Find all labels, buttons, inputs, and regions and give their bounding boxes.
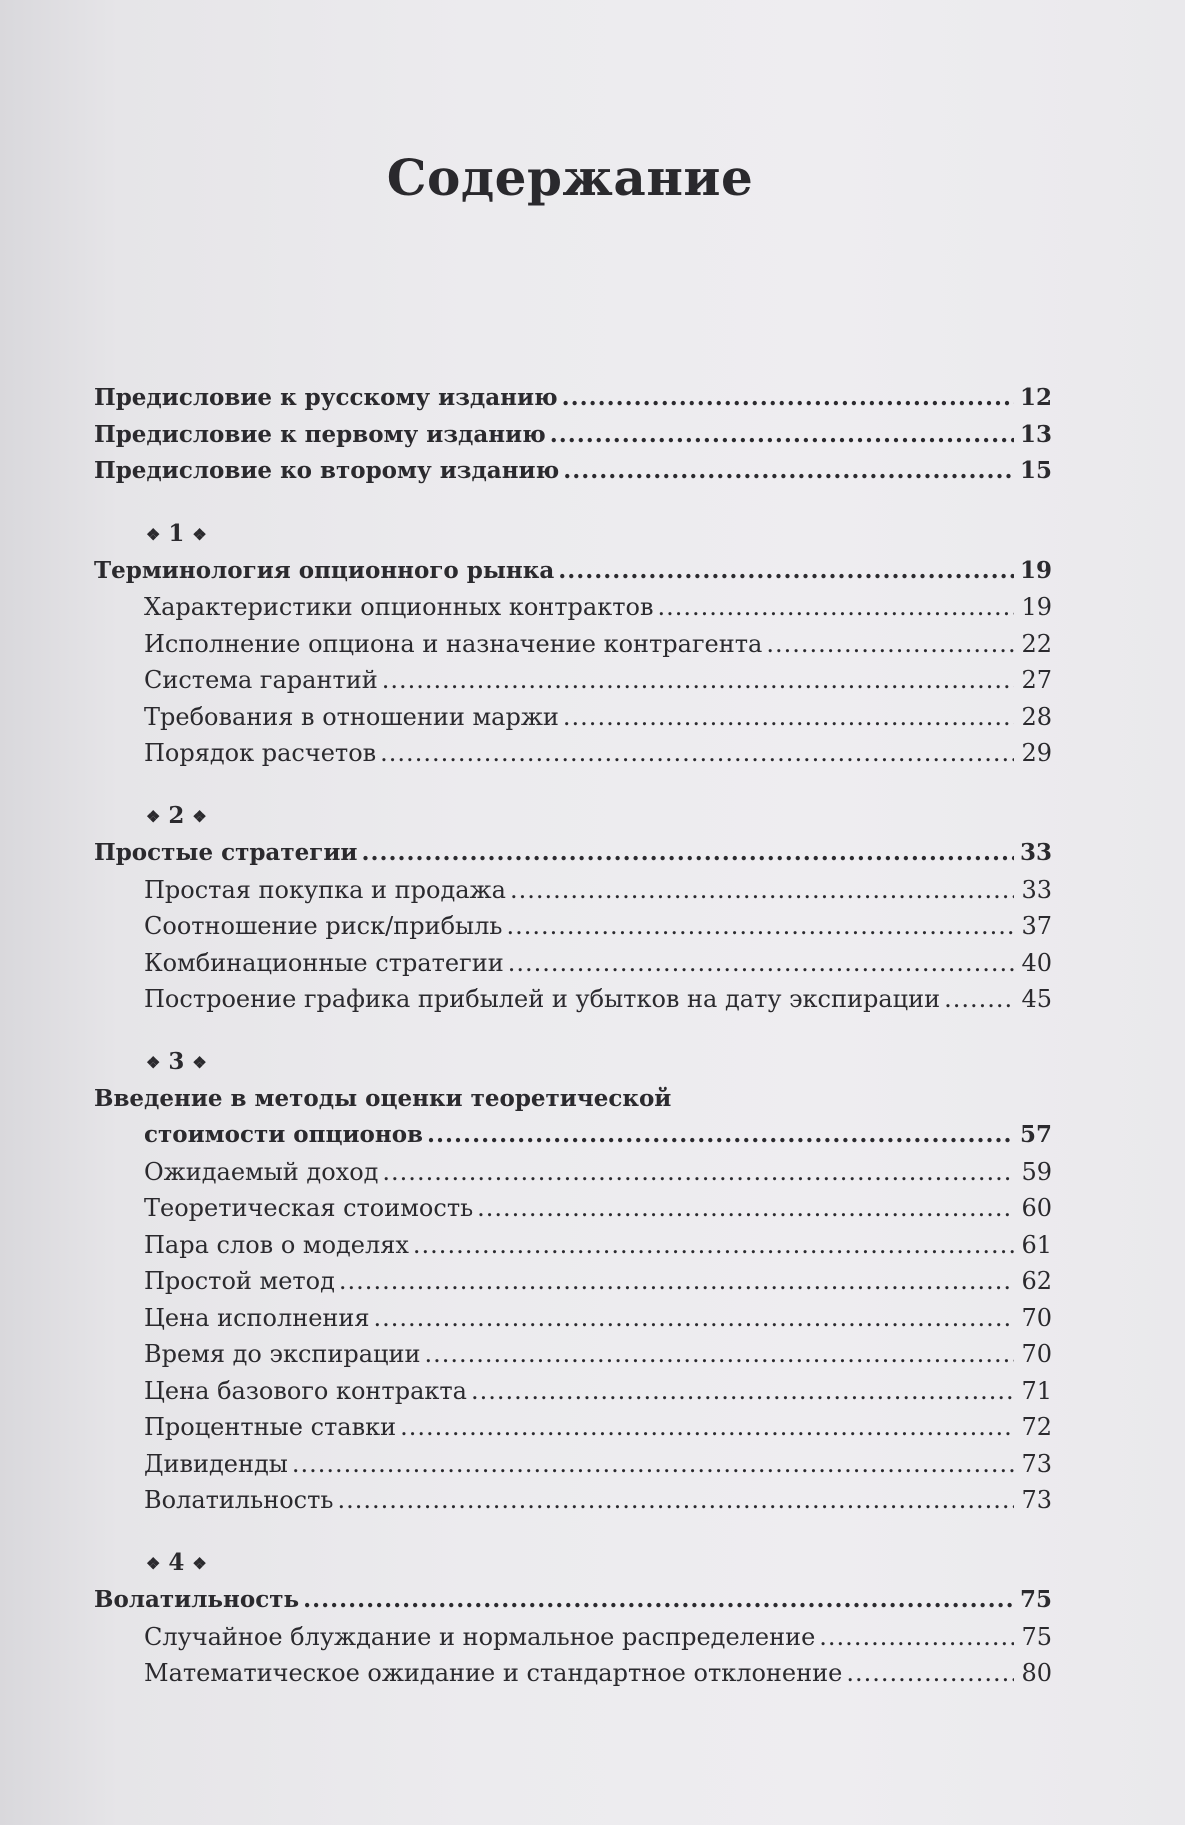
toc-section[interactable] (94, 1336, 1052, 1373)
toc-section[interactable] (94, 699, 1052, 736)
leader-dots (657, 589, 1014, 626)
toc-entry-preface-first[interactable] (94, 417, 1052, 454)
toc-entry-label: Волатильность (144, 1486, 334, 1515)
leader-dots (374, 1300, 1014, 1337)
chapter-number: 3 (168, 1047, 185, 1075)
toc-entry-label: Предисловие ко второму изданию (94, 457, 560, 484)
leader-dots (382, 662, 1014, 699)
toc-entry-label: Время до экспирации (144, 1340, 421, 1369)
leader-dots (337, 1482, 1014, 1519)
toc-entry-page: 70 (1021, 1340, 1052, 1369)
toc-entry-label: Теоретическая стоимость (144, 1194, 474, 1223)
toc-entry-label: Исполнение опциона и назначение контрагента (144, 629, 763, 658)
chapter-marker-1 (94, 516, 1052, 553)
ornament-icon: ❖ (146, 1052, 161, 1072)
toc-entry-page: 75 (1021, 1622, 1052, 1651)
toc-section[interactable] (94, 1482, 1052, 1519)
toc-chapter-2-title[interactable] (94, 835, 1052, 872)
toc-entry-label: Цена базового контракта (144, 1376, 467, 1405)
leader-dots (766, 626, 1014, 663)
ornament-icon: ❖ (192, 806, 207, 826)
toc-entry-page: 62 (1021, 1267, 1052, 1296)
toc-entry-page: 15 (1019, 457, 1052, 484)
leader-dots (380, 735, 1014, 772)
toc-entry-label: Цена исполнения (144, 1303, 370, 1332)
toc-entry-label: Предисловие к первому изданию (94, 420, 546, 448)
toc-entry-page: 71 (1021, 1376, 1052, 1405)
ornament-icon: ❖ (192, 524, 207, 544)
toc-section[interactable] (94, 872, 1052, 909)
toc-entry-label: Характеристики опционных контрактов (144, 593, 654, 622)
chapter-number: 4 (168, 1548, 185, 1576)
toc-entry-page: 40 (1021, 948, 1052, 977)
toc-entry-label: Дивиденды (144, 1449, 288, 1478)
toc-entry-page: 72 (1021, 1413, 1052, 1442)
toc-section[interactable] (94, 981, 1052, 1018)
toc-entry-label: Процентные ставки (144, 1413, 397, 1442)
leader-dots (562, 380, 1014, 417)
toc-entry-page: 33 (1019, 839, 1052, 866)
leader-dots (563, 453, 1014, 490)
toc-section[interactable] (94, 626, 1052, 663)
ornament-icon: ❖ (146, 806, 161, 826)
toc-entry-page: 33 (1021, 875, 1052, 904)
toc-section[interactable] (94, 1190, 1052, 1227)
table-of-contents (94, 380, 1052, 1692)
leader-dots (427, 1117, 1014, 1154)
chapter-marker-4 (94, 1545, 1052, 1582)
leader-dots (400, 1409, 1014, 1446)
leader-dots (471, 1373, 1014, 1410)
toc-entry-label: Простой метод (144, 1267, 335, 1296)
toc-entry-page: 19 (1019, 556, 1052, 584)
toc-entry-label: Случайное блуждание и нормальное распределение (144, 1622, 816, 1651)
toc-entry-label: Математическое ожидание и стандартное отклонение (144, 1659, 843, 1687)
toc-entry-page: 27 (1021, 666, 1052, 695)
toc-entry-page: 60 (1021, 1194, 1052, 1223)
leader-dots (550, 417, 1014, 454)
ornament-icon: ❖ (192, 1052, 207, 1072)
toc-chapter-3-title-line2[interactable] (94, 1117, 1052, 1154)
page-title: Содержание (386, 148, 754, 207)
ornament-icon: ❖ (146, 1553, 161, 1573)
leader-dots (508, 945, 1014, 982)
toc-entry-label: Волатильность (94, 1586, 300, 1613)
toc-section[interactable] (94, 908, 1052, 945)
ornament-icon: ❖ (192, 1553, 207, 1573)
toc-entry-page: 61 (1021, 1230, 1052, 1259)
leader-dots (382, 1154, 1014, 1191)
leader-dots (339, 1263, 1014, 1300)
chapter-marker-2 (94, 798, 1052, 835)
toc-entry-page: 19 (1021, 593, 1052, 622)
toc-entry-label: Комбинационные стратегии (144, 948, 504, 977)
leader-dots (292, 1446, 1014, 1483)
toc-entry-page: 37 (1021, 912, 1052, 940)
toc-entry-page: 73 (1021, 1449, 1052, 1478)
toc-entry-page: 13 (1019, 420, 1052, 448)
leader-dots (361, 835, 1014, 872)
toc-entry-page: 80 (1021, 1659, 1052, 1687)
toc-section[interactable] (94, 589, 1052, 626)
toc-section[interactable] (94, 1446, 1052, 1483)
toc-chapter-1-title[interactable] (94, 553, 1052, 590)
toc-section[interactable] (94, 1300, 1052, 1337)
toc-section[interactable] (94, 945, 1052, 982)
toc-entry-page: 70 (1021, 1303, 1052, 1332)
toc-entry-page: 59 (1021, 1157, 1052, 1186)
leader-dots (510, 872, 1014, 909)
chapter-number: 1 (168, 519, 185, 547)
chapter-number: 2 (168, 801, 185, 829)
toc-section[interactable] (94, 1373, 1052, 1410)
toc-entry-label: Требования в отношении маржи (144, 702, 559, 731)
toc-section[interactable] (94, 1655, 1052, 1692)
toc-entry-page: 75 (1019, 1586, 1052, 1613)
leader-dots (413, 1227, 1014, 1264)
toc-section[interactable] (94, 1154, 1052, 1191)
leader-dots (506, 908, 1014, 945)
leader-dots (303, 1582, 1014, 1619)
toc-entry-label: Пара слов о моделях (144, 1230, 409, 1259)
toc-chapter-3-title-line1[interactable]: Введение в методы оценки теоретической (94, 1084, 672, 1112)
toc-entry-label: Простые стратегии (94, 839, 358, 866)
toc-entry-label: стоимости опционов (144, 1121, 424, 1149)
toc-entry-page: 73 (1021, 1486, 1052, 1515)
toc-entry-label: Простая покупка и продажа (144, 875, 506, 904)
toc-entry-preface-russian[interactable] (94, 380, 1052, 417)
leader-dots (944, 981, 1014, 1018)
toc-entry-page: 22 (1021, 629, 1052, 658)
toc-chapter-4-title[interactable] (94, 1582, 1052, 1619)
toc-entry-page: 28 (1021, 702, 1052, 731)
toc-entry-label: Построение графика прибылей и убытков на дату экспирации (144, 985, 941, 1013)
toc-entry-page: 57 (1019, 1121, 1052, 1149)
leader-dots (558, 553, 1014, 590)
toc-section[interactable] (94, 735, 1052, 772)
toc-entry-label: Соотношение риск/прибыль (144, 912, 503, 940)
toc-entry-label: Порядок расчетов (144, 739, 377, 768)
toc-entry-page: 12 (1019, 384, 1052, 411)
toc-entry-page: 45 (1021, 985, 1052, 1013)
chapter-marker-3 (94, 1044, 1052, 1081)
toc-section[interactable] (94, 1263, 1052, 1300)
toc-entry-label: Предисловие к русскому изданию (94, 384, 558, 411)
leader-dots (477, 1190, 1014, 1227)
toc-entry-label: Система гарантий (144, 666, 378, 695)
toc-entry-label: Ожидаемый доход (144, 1157, 379, 1186)
toc-section[interactable] (94, 1409, 1052, 1446)
toc-entry-label: Терминология опционного рынка (94, 556, 555, 584)
leader-dots (424, 1336, 1014, 1373)
leader-dots (846, 1655, 1014, 1692)
toc-section[interactable] (94, 662, 1052, 699)
leader-dots (563, 699, 1014, 736)
leader-dots (819, 1619, 1014, 1656)
toc-entry-page: 29 (1021, 739, 1052, 768)
toc-entry-preface-second[interactable] (94, 453, 1052, 490)
toc-section[interactable] (94, 1227, 1052, 1264)
ornament-icon: ❖ (146, 524, 161, 544)
toc-section[interactable] (94, 1619, 1052, 1656)
